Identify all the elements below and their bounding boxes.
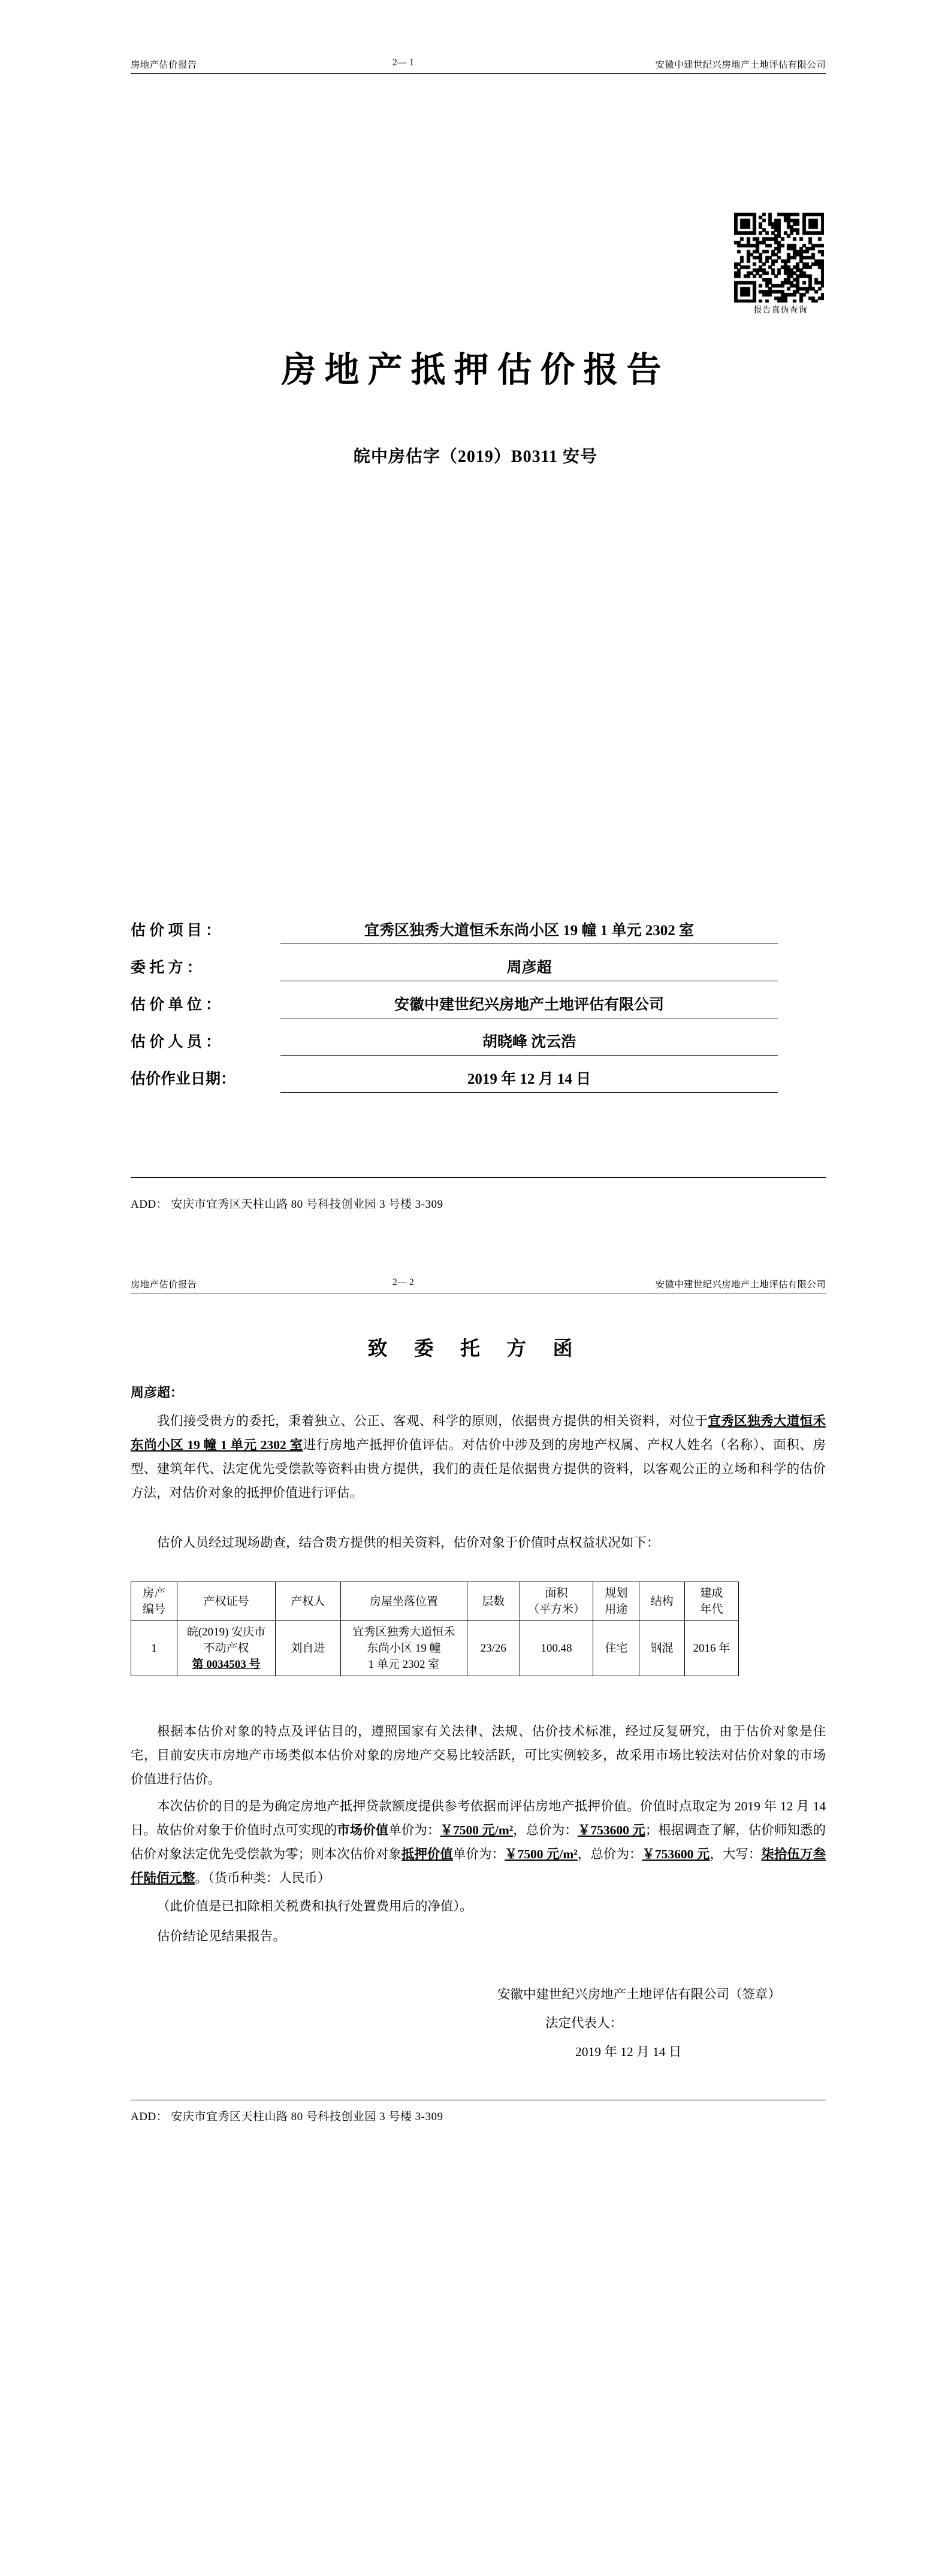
qr-caption: 报告真伪查询 [753, 306, 808, 315]
col-header-usage: 规划 用途 [593, 1582, 639, 1621]
cover-field-date-value: 2019 年 12 月 14 日 [280, 1067, 778, 1093]
col-header-cert: 产权证号 [177, 1582, 276, 1621]
running-header [131, 58, 826, 71]
cover-field-company-label: 估 价 单 位 ： [131, 997, 221, 1013]
cover-field-client [131, 951, 832, 988]
cell-floor: 23/26 [467, 1621, 520, 1676]
mortgage-unit-price: ￥7500 元/m² [505, 1847, 578, 1861]
letter-paragraph-1-part-b: 进行房地产抵押价值评估。对估价中涉及到的房地产权属、产权人姓名（名称）、面积、房型、建筑年代、法定优先受偿款等资料由贵方提供，我们的责任是依据贵方提供的资料，以客观公正的立场和科学的估价方法，对估价对象的抵押价值进行评估。 [131, 1438, 826, 1500]
col-header-owner: 产权人 [275, 1582, 340, 1621]
cover-address: ADD： 安庆市宜秀区天柱山路 80 号科技创业园 3 号楼 3-309 [131, 1198, 443, 1211]
cover-field-company [131, 988, 832, 1025]
letter-address: ADD： 安庆市宜秀区天柱山路 80 号科技创业园 3 号楼 3-309 [131, 2111, 443, 2123]
cover-field-project [131, 914, 832, 951]
col-header-area: 面积 （平方米） [520, 1582, 593, 1621]
cell-no: 1 [131, 1621, 177, 1676]
cover-field-project-label: 估 价 项 目 ： [131, 923, 221, 939]
cell-year: 2016 年 [684, 1621, 738, 1676]
running-header-2-left: 房地产估价报告 [131, 1280, 197, 1290]
letter-paragraph-4-part-e: 单价为： [452, 1847, 505, 1861]
mortgage-total-price: ￥753600 元 [642, 1847, 710, 1861]
cell-usage: 住宅 [593, 1621, 639, 1676]
letter-paragraph-4-part-a: 本次估价的目的是为确定房地产抵押贷款额度提供参考依据而评估房地产抵押价值。价值时点取定为 2019 年 12 月 14 日。故估价对象于价值时点可实现的 [131, 1799, 826, 1837]
col-header-year: 建成 年代 [684, 1582, 738, 1621]
signature-block [497, 1980, 833, 2066]
cover-field-appraisers-value: 胡晓峰 沈云浩 [280, 1030, 778, 1056]
letter-paragraph-4-part-f: ，总价为： [577, 1847, 642, 1861]
cover-field-appraisers-label: 估 价 人 员 ： [131, 1034, 221, 1050]
property-info-table-wrap [131, 1582, 739, 1676]
cell-area: 100.48 [520, 1621, 593, 1676]
market-unit-price: ￥7500 元/m² [440, 1823, 514, 1837]
cover-field-client-label: 委 托 方 ： [131, 960, 202, 976]
cell-owner: 刘自进 [275, 1621, 340, 1676]
letter-paragraph-1 [131, 1409, 826, 1505]
signature-company: 安徽中建世纪兴房地产土地评估有限公司（签章） [497, 1987, 781, 2001]
signature-legal-rep: 法定代表人： [545, 2016, 623, 2030]
letter-paragraph-4-part-b: 单价为： [388, 1823, 440, 1837]
letter-paragraph-4-part-g: ，大写： [710, 1847, 762, 1861]
letter-sheet [0, 1276, 951, 2576]
running-header-page: 2— 1 [392, 58, 415, 68]
report-number: 皖中房估字（2019）B0311 安号 [353, 448, 598, 466]
page-title: 房地产抵押估价报告 [281, 350, 670, 389]
table-row [131, 1621, 739, 1676]
market-total-price: ￥753600 元 [577, 1823, 645, 1837]
cell-structure: 钢混 [639, 1621, 684, 1676]
qr-verification-block[interactable] [734, 213, 827, 316]
cell-location: 宜秀区独秀大道恒禾 东尚小区 19 幢 1 单元 2302 室 [340, 1621, 467, 1676]
running-header-rule [131, 73, 826, 74]
col-header-structure: 结构 [639, 1582, 684, 1621]
cover-field-date [131, 1062, 832, 1099]
signature-date: 2019 年 12 月 14 日 [575, 2045, 682, 2059]
running-header-2-right: 安徽中建世纪兴房地产土地评估有限公司 [655, 1280, 826, 1290]
market-value-label: 市场价值 [337, 1823, 389, 1837]
cover-field-client-value: 周彦超 [280, 956, 778, 981]
mortgage-total-capital: 柒拾伍万叁仟陆佰元整 [131, 1847, 826, 1885]
cover-fields [131, 914, 832, 1099]
letter-paragraph-1-part-a: 我们接受贵方的委托，秉着独立、公正、客观、科学的原则，依据贵方提供的相关资料，对位于 [157, 1414, 708, 1428]
cover-field-date-label: 估价作业日期： [131, 1071, 236, 1087]
letter-paragraph-4-part-c: ，总价为： [513, 1823, 578, 1837]
cell-cert-number: 第 0034503 号 [192, 1658, 261, 1671]
col-header-location: 房屋坐落位置 [340, 1582, 467, 1621]
cover-footer-rule [131, 1177, 826, 1178]
table-header-row [131, 1582, 739, 1621]
letter-paragraph-6: 估价结论见结果报告。 [157, 1929, 286, 1943]
letter-paragraph-4-part-d: ；根据调查了解，估价师知悉的估价对象法定优先受偿款为零；则本次估价对象 [131, 1823, 826, 1861]
running-header-2 [131, 1277, 826, 1290]
running-header-2-page: 2— 2 [392, 1277, 415, 1287]
letter-salutation: 周彦超： [131, 1385, 184, 1400]
mortgage-value-label: 抵押价值 [401, 1847, 453, 1861]
letter-paragraph-2: 估价人员经过现场勘查，结合贵方提供的相关资料，估价对象于价值时点权益状况如下： [157, 1535, 660, 1550]
running-header-left: 房地产估价报告 [131, 60, 197, 70]
cover-field-company-value: 安徽中建世纪兴房地产土地评估有限公司 [280, 993, 778, 1018]
letter-paragraph-4-part-h: 。（货币种类：人民币） [195, 1871, 331, 1885]
qr-code-icon[interactable] [734, 213, 824, 303]
letter-paragraph-3: 根据本估价对象的特点及评估目的，遵照国家有关法律、法规、估价技术标准，经过反复研究，由于估价对象是住宅，目前安庆市房地产市场类似本估价对象的房地产交易比较活跃，可比实例较多，故采用市场比较法对估价对象的市场价值进行估价。 [131, 1724, 826, 1786]
col-header-no: 房产 编号 [131, 1582, 177, 1621]
cover-field-project-value: 宜秀区独秀大道恒禾东尚小区 19 幢 1 单元 2302 室 [280, 918, 778, 944]
cover-sheet [0, 0, 951, 1276]
running-header-right: 安徽中建世纪兴房地产土地评估有限公司 [655, 60, 826, 70]
letter-paragraph-5: （此价值是已扣除相关税费和执行处置费用后的净值）。 [157, 1899, 473, 1913]
section-title-letter: 致 委 托 方 函 [367, 1338, 584, 1360]
col-header-floor: 层数 [467, 1582, 520, 1621]
property-info-table [131, 1582, 739, 1676]
cover-field-appraisers [131, 1025, 832, 1062]
letter-paragraph-4 [131, 1794, 826, 1890]
cell-cert: 皖(2019) 安庆市 不动产权 第 0034503 号 [177, 1621, 276, 1676]
letter-subject-property: 宜秀区独秀大道恒禾东尚小区 19 幢 1 单元 2302 室 [131, 1414, 826, 1452]
